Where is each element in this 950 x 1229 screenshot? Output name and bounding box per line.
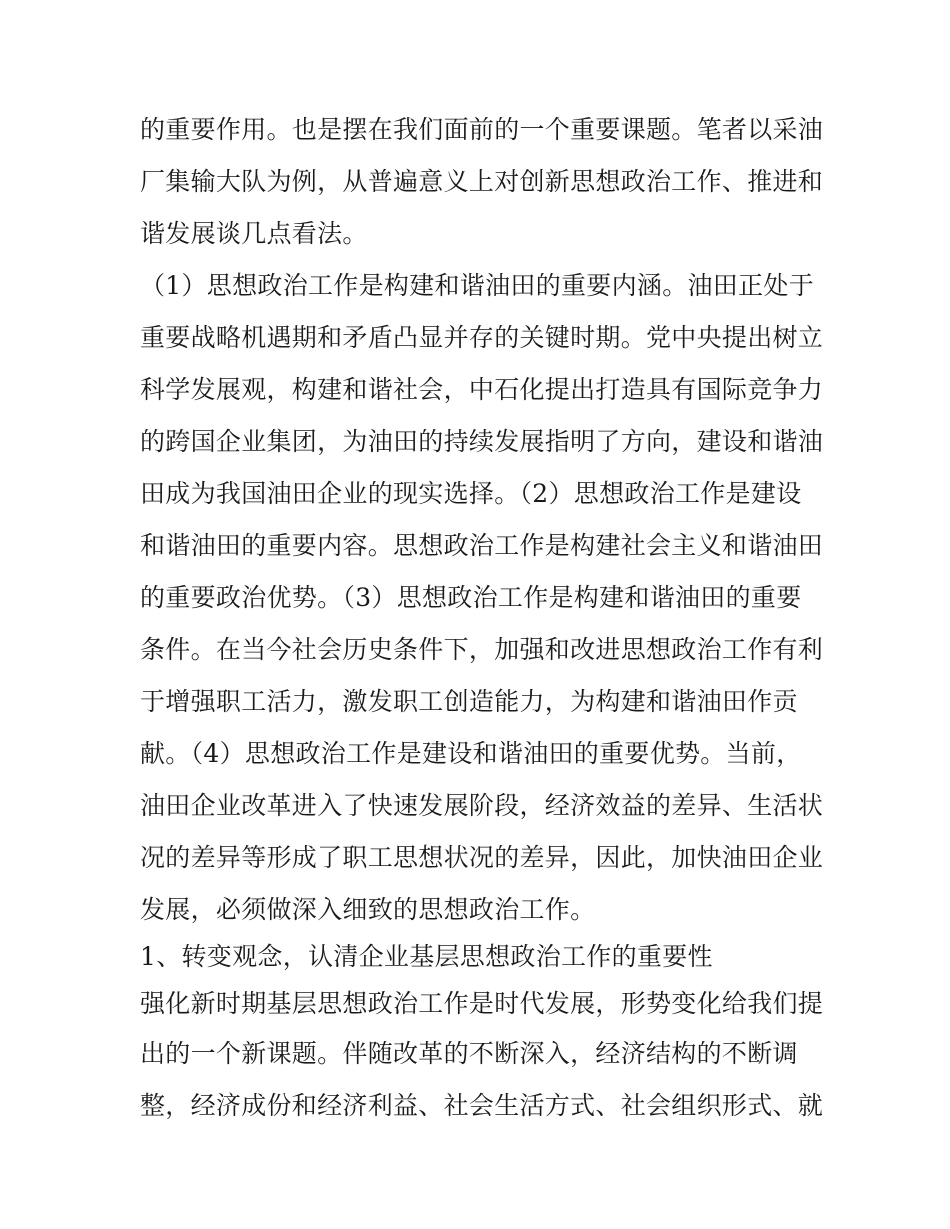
section-heading: 1、转变观念，认清企业基层思想政治工作的重要性 bbox=[140, 942, 713, 971]
text-line: 于增强职工活力，激发职工创造能力，为构建和谐油田作贡 bbox=[140, 687, 798, 716]
text-line: 发展，必须做深入细致的思想政治工作。 bbox=[140, 895, 596, 924]
text-line: 强化新时期基层思想政治工作是时代发展，形势变化给我们提 bbox=[140, 989, 824, 1018]
text-line: 况的差异等形成了职工思想状况的差异，因此，加快油田企业 bbox=[140, 843, 824, 872]
text-line: 科学发展观，构建和谐社会，中石化提出打造具有国际竞争力 bbox=[140, 375, 824, 404]
text-line: 献。（4）思想政治工作是建设和谐油田的重要优势。当前， bbox=[140, 739, 802, 768]
text-line: 出的一个新课题。伴随改革的不断深入，经济结构的不断调 bbox=[140, 1039, 798, 1068]
text-line: 整，经济成份和经济利益、社会生活方式、社会组织形式、就 bbox=[140, 1091, 824, 1120]
text-line: 谐发展谈几点看法。 bbox=[140, 219, 368, 248]
text-line: 条件。在当今社会历史条件下，加强和改进思想政治工作有利 bbox=[140, 635, 824, 664]
text-line: 的重要政治优势。（3）思想政治工作是构建和谐油田的重要 bbox=[140, 583, 802, 612]
text-line: 的重要作用。也是摆在我们面前的一个重要课题。笔者以采油 bbox=[140, 115, 824, 144]
text-line: 油田企业改革进入了快速发展阶段，经济效益的差异、生活状 bbox=[140, 791, 824, 820]
text-line: 重要战略机遇期和矛盾凸显并存的关键时期。党中央提出树立 bbox=[140, 323, 824, 352]
text-line: 和谐油田的重要内容。思想政治工作是构建社会主义和谐油田 bbox=[140, 531, 824, 560]
text-line: 厂集输大队为例，从普遍意义上对创新思想政治工作、推进和 bbox=[140, 167, 824, 196]
text-line: （1）思想政治工作是构建和谐油田的重要内涵。油田正处于 bbox=[140, 271, 815, 300]
document-body bbox=[140, 104, 824, 1132]
text-line: 田成为我国油田企业的现实选择。（2）思想政治工作是建设 bbox=[140, 479, 802, 508]
text-line: 的跨国企业集团，为油田的持续发展指明了方向，建设和谐油 bbox=[140, 427, 824, 456]
